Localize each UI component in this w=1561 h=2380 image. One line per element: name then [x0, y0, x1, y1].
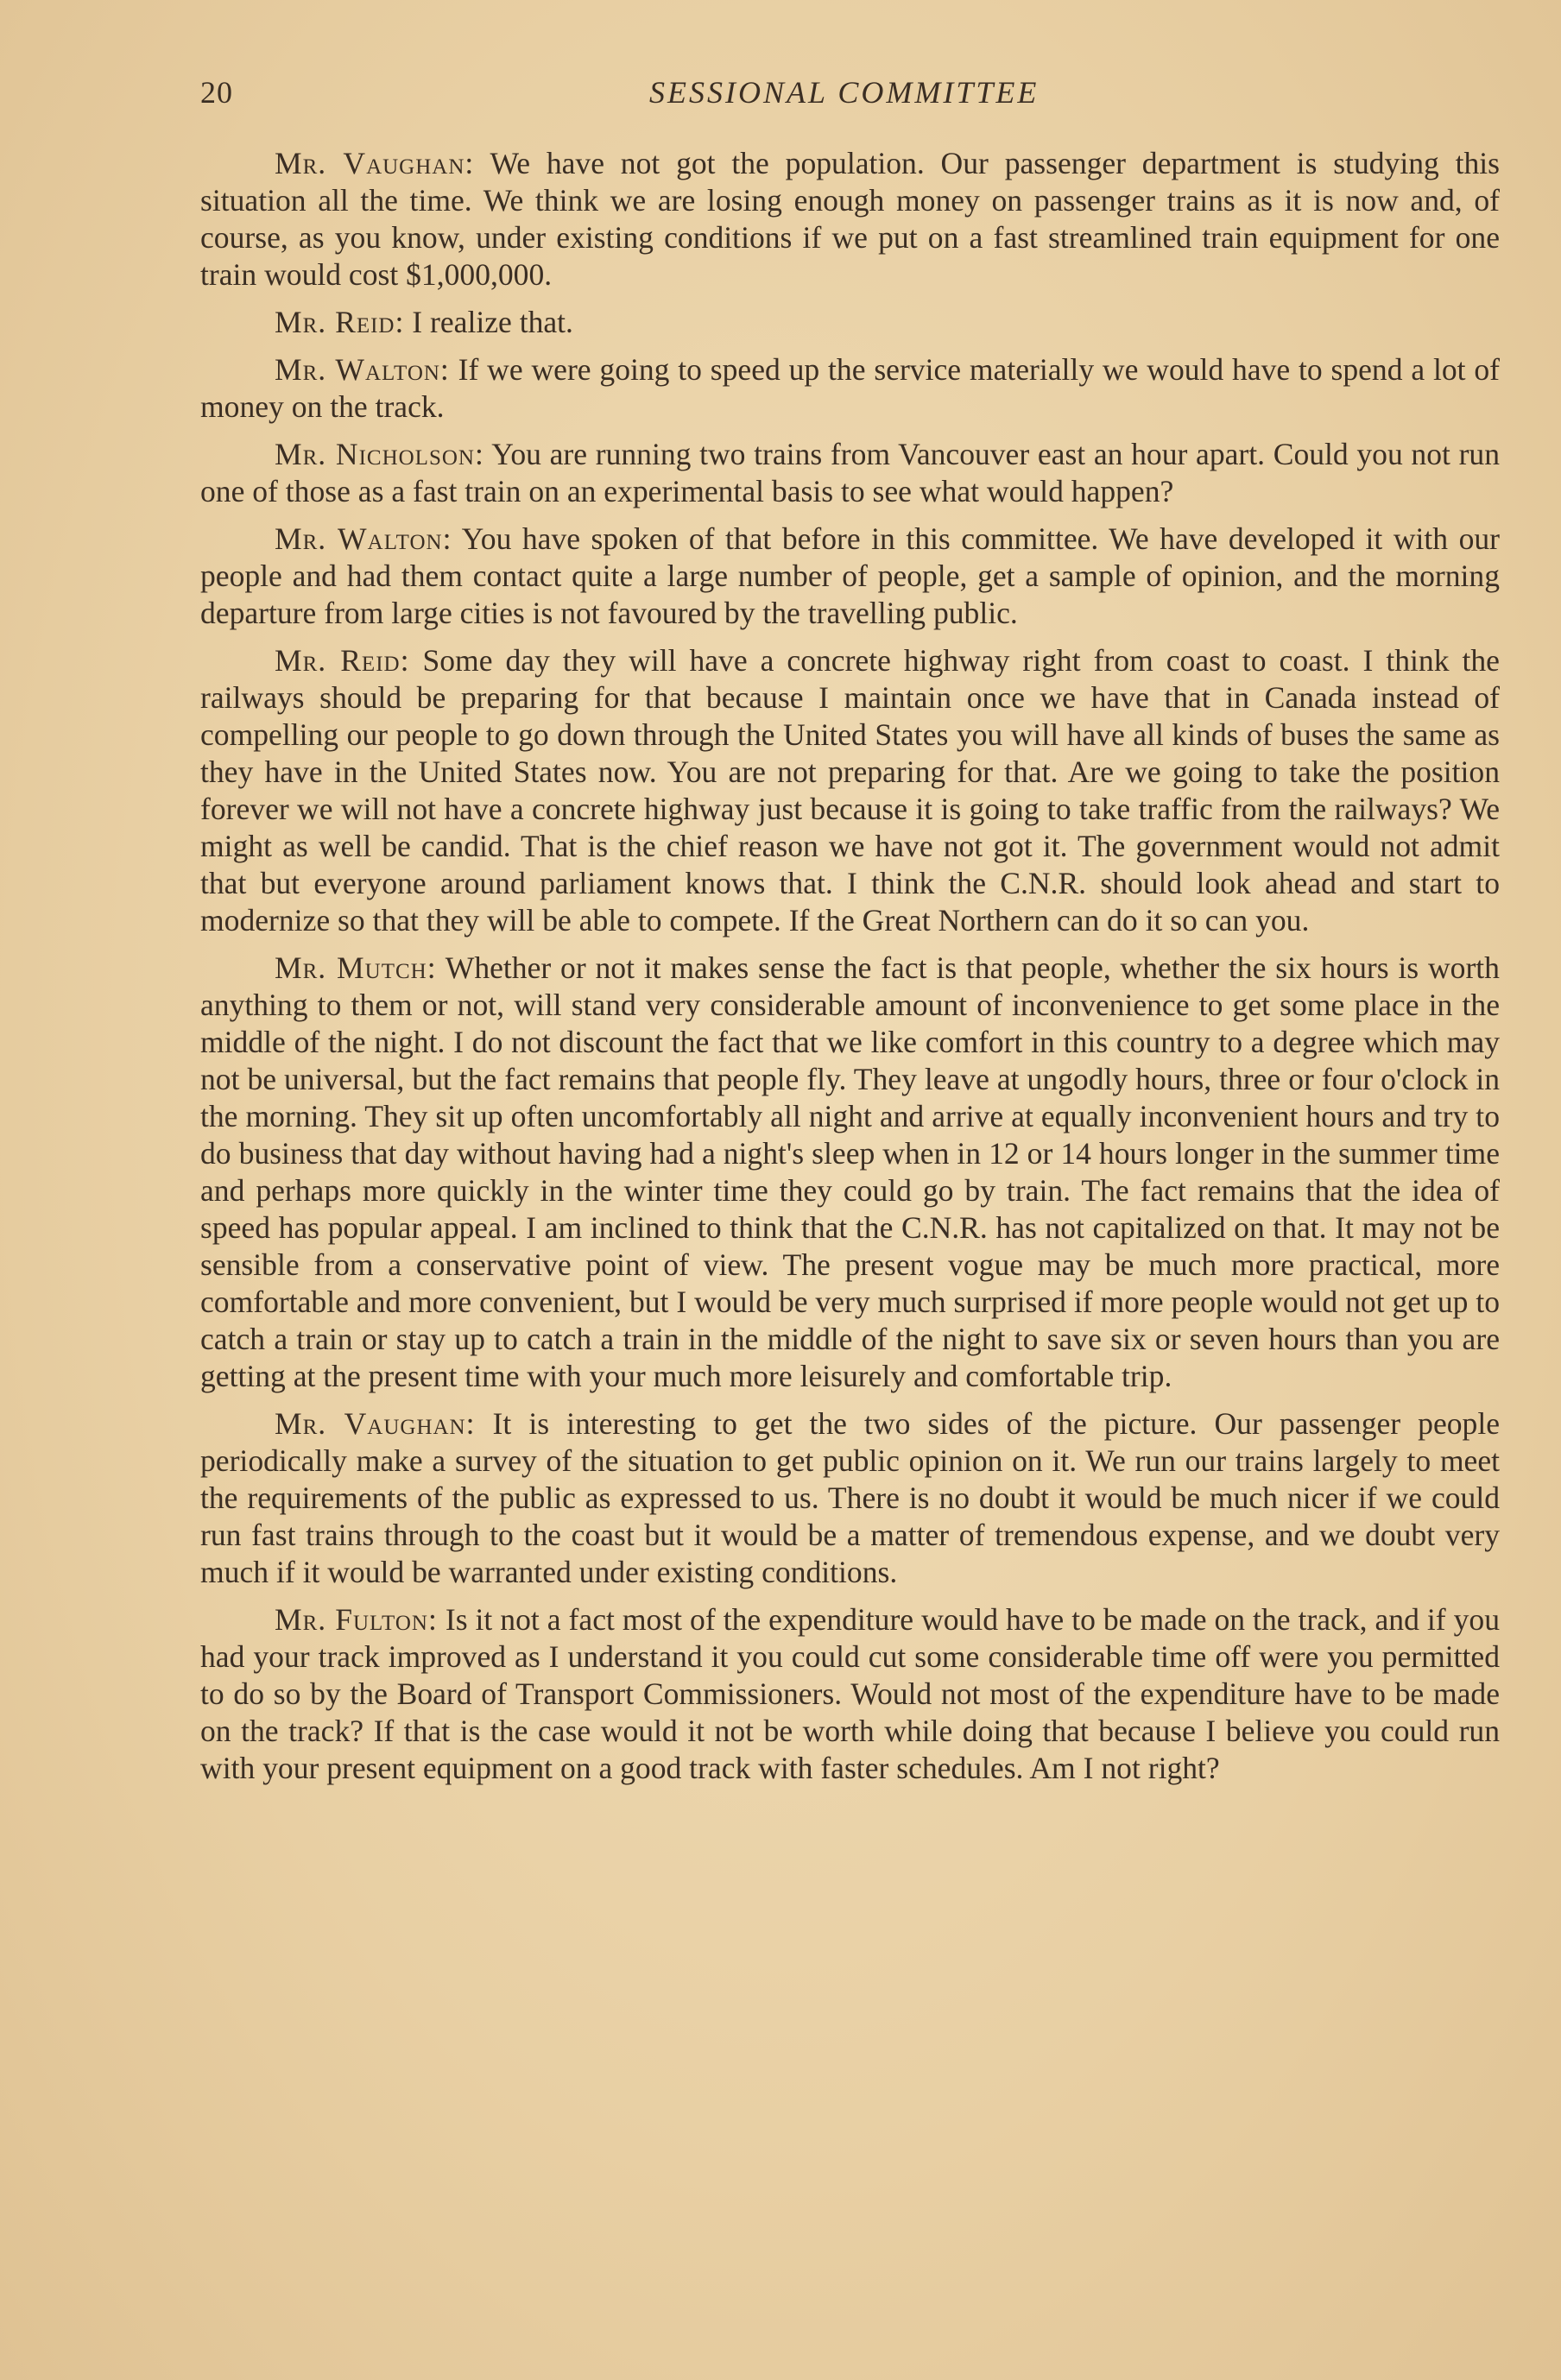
speech-text: We have not got the population. Our passenger department is studying this situation all the time. We think we are losing enough money on passenger trains as it is now and, of course, as you know, under existing conditions if we put on a fast streamlined train equipment for one train would cost $1,000,000.	[200, 146, 1501, 292]
paragraph	[200, 1405, 1500, 1591]
paragraph	[200, 1601, 1500, 1787]
paragraph	[200, 145, 1500, 294]
speaker-name: Mr. Nicholson:	[275, 437, 484, 471]
speaker-name: Mr. Reid:	[275, 305, 405, 339]
paragraph	[200, 642, 1500, 939]
page-header	[200, 74, 1501, 117]
page-number: 20	[200, 75, 233, 110]
speaker-name: Mr. Vaughan:	[275, 146, 475, 180]
transcript-body	[200, 145, 1500, 1797]
speaker-name: Mr. Mutch:	[275, 950, 437, 985]
paragraph	[200, 304, 1500, 341]
paragraph	[200, 351, 1500, 426]
speaker-name: Mr. Walton:	[275, 352, 450, 387]
speaker-name: Mr. Walton:	[275, 521, 452, 556]
running-head: SESSIONAL COMMITTEE	[649, 75, 1040, 110]
speech-text: Is it not a fact most of the expenditure would have to be made on the track, and if you had your track improved as I understand it you could cut some considerable time off were you permitted to do so by the Board of Transport Commissioners. Would not most of the expenditure have to be made on the track? If that is the case would it not be worth while doing that because I believe you could run with your present equipment on a good track with faster schedules. Am I not right?	[200, 1602, 1500, 1785]
speaker-name: Mr. Reid:	[275, 643, 410, 678]
paragraph	[200, 521, 1500, 632]
speech-text: I realize that.	[412, 305, 573, 339]
speech-text: You are running two trains from Vancouver east an hour apart. Could you not run one of those as a fast train on an experimental basis to see what would happen?	[200, 437, 1500, 508]
paragraph	[200, 950, 1500, 1395]
speech-text: Some day they will have a concrete highway right from coast to coast. I think the railways should be preparing for that because I maintain once we have that in Canada instead of compelling our people to go down through the United States you will have all kinds of buses the same as they have in the United States now. You are not preparing for that. Are we going to take the position forever we will not have a concrete highway just because it is going to take traffic from the railways? We might as well be candid. That is the chief reason we have not got it. The government would not admit that but everyone around parliament knows that. I think the C.N.R. should look ahead and start to modernize so that they will be able to compete. If the Great Northern can do it so can you.	[200, 643, 1500, 937]
speaker-name: Mr. Vaughan:	[275, 1406, 476, 1441]
speaker-name: Mr. Fulton:	[275, 1602, 438, 1637]
speech-text: You have spoken of that before in this committee. We have developed it with our people and had them contact quite a large number of people, get a sample of opinion, and the morning departure from large cities is not favoured by the travelling public.	[200, 521, 1500, 630]
speech-text: If we were going to speed up the service materially we would have to spend a lot of money on the track.	[200, 352, 1500, 424]
speech-text: Whether or not it makes sense the fact is that people, whether the six hours is worth anything to them or not, will stand very considerable amount of inconvenience to get some place in the middle of the night. I do not discount the fact that we like comfort in this country to a degree which may not be universal, but the fact remains that people fly. They leave at ungodly hours, three or four o'clock in the morning. They sit up often uncomfortably all night and arrive at equally inconvenient hours and try to do business that day without having had a night's sleep when in 12 or 14 hours longer in the summer time and perhaps more quickly in the winter time they could go by train. The fact remains that the idea of speed has popular appeal. I am inclined to think that the C.N.R. has not capitalized on that. It may not be sensible from a conservative point of view. The present vogue may be much more practical, more comfortable and more convenient, but I would be very much surprised if more people would not get up to catch a train or stay up to catch a train in the middle of the night to save six or seven hours than you are getting at the present time with your much more leisurely and comfortable trip.	[200, 950, 1500, 1393]
speech-text: It is interesting to get the two sides of the picture. Our passenger people periodically make a survey of the situation to get public opinion on it. We run our trains largely to meet the requirements of the public as expressed to us. There is no doubt it would be much nicer if we could run fast trains through to the coast but it would be a matter of tremendous expense, and we doubt very much if it would be warranted under existing conditions.	[200, 1406, 1500, 1589]
paragraph	[200, 436, 1500, 510]
